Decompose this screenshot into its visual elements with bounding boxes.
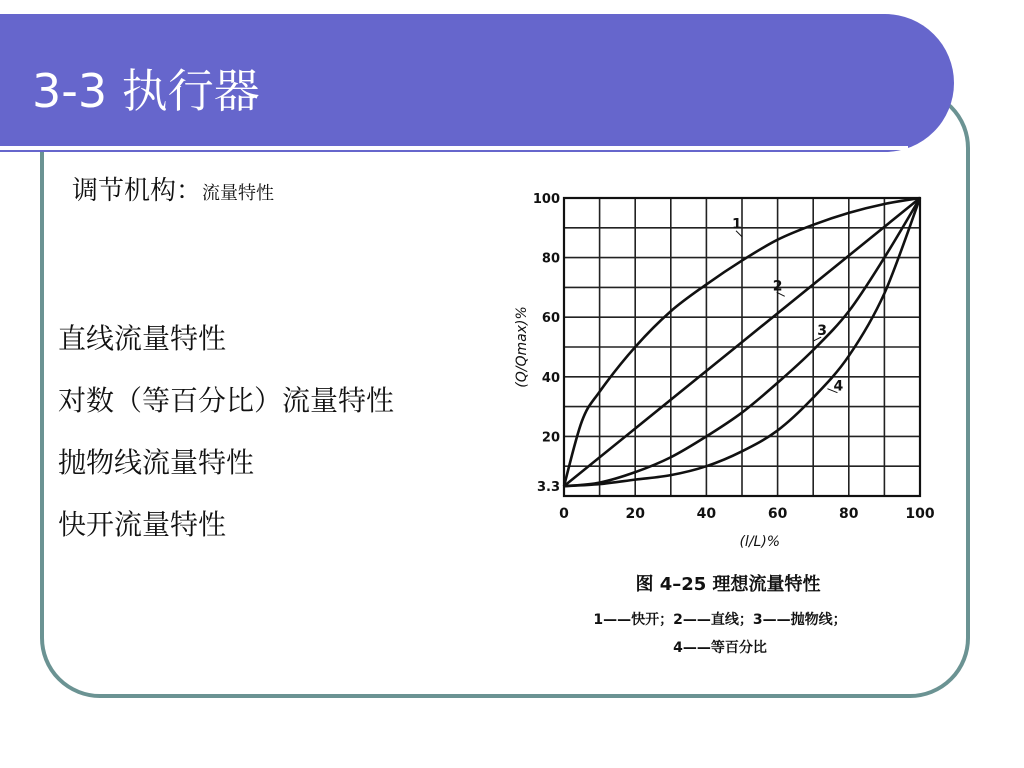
series-label: 2 <box>772 278 783 295</box>
x-tick-label: 20 <box>625 506 645 522</box>
y-tick-label: 60 <box>541 311 560 327</box>
chart-svg <box>508 178 948 668</box>
y-tick-label: 40 <box>541 370 560 386</box>
list-item: 对数（等百分比）流量特性 <box>58 384 395 417</box>
chart-caption: 图 4–25 理想流量特性 <box>635 574 821 595</box>
subtitle-text: 调节机构： <box>72 176 203 206</box>
series-label: 3 <box>817 323 827 340</box>
characteristic-list <box>58 308 394 556</box>
series-label: 1 <box>732 216 742 233</box>
subtitle <box>72 170 274 207</box>
x-tick-label: 100 <box>905 506 935 522</box>
x-tick-label: 60 <box>767 506 788 522</box>
series-label: 4 <box>833 378 844 395</box>
x-tick-label: 80 <box>839 506 859 522</box>
y-tick-label: 100 <box>532 192 560 207</box>
list-item: 抛物线流量特性 <box>58 446 255 479</box>
y-tick-label: 20 <box>541 430 560 446</box>
y-tick-label: 80 <box>541 251 560 267</box>
title-underline <box>0 146 908 150</box>
y-axis-label: (Q/Qmax)% <box>514 306 530 388</box>
title-bar <box>0 14 954 152</box>
chart-legend-line2: 4——等百分比 <box>673 640 767 656</box>
flow-characteristic-chart <box>508 178 948 668</box>
list-item: 快开流量特性 <box>58 508 227 541</box>
x-tick-label: 40 <box>696 506 717 522</box>
list-item: 直线流量特性 <box>58 322 227 355</box>
x-axis-label: (l/L)% <box>739 534 781 550</box>
slide-title: 3-3 执行器 <box>32 64 260 118</box>
chart-legend-line1: 1——快开；2——直线；3——抛物线； <box>593 612 847 628</box>
x-tick-label: 0 <box>559 506 569 522</box>
subtitle-small-text: 流量特性 <box>202 183 275 204</box>
y-tick-label: 3.3 <box>536 480 560 496</box>
